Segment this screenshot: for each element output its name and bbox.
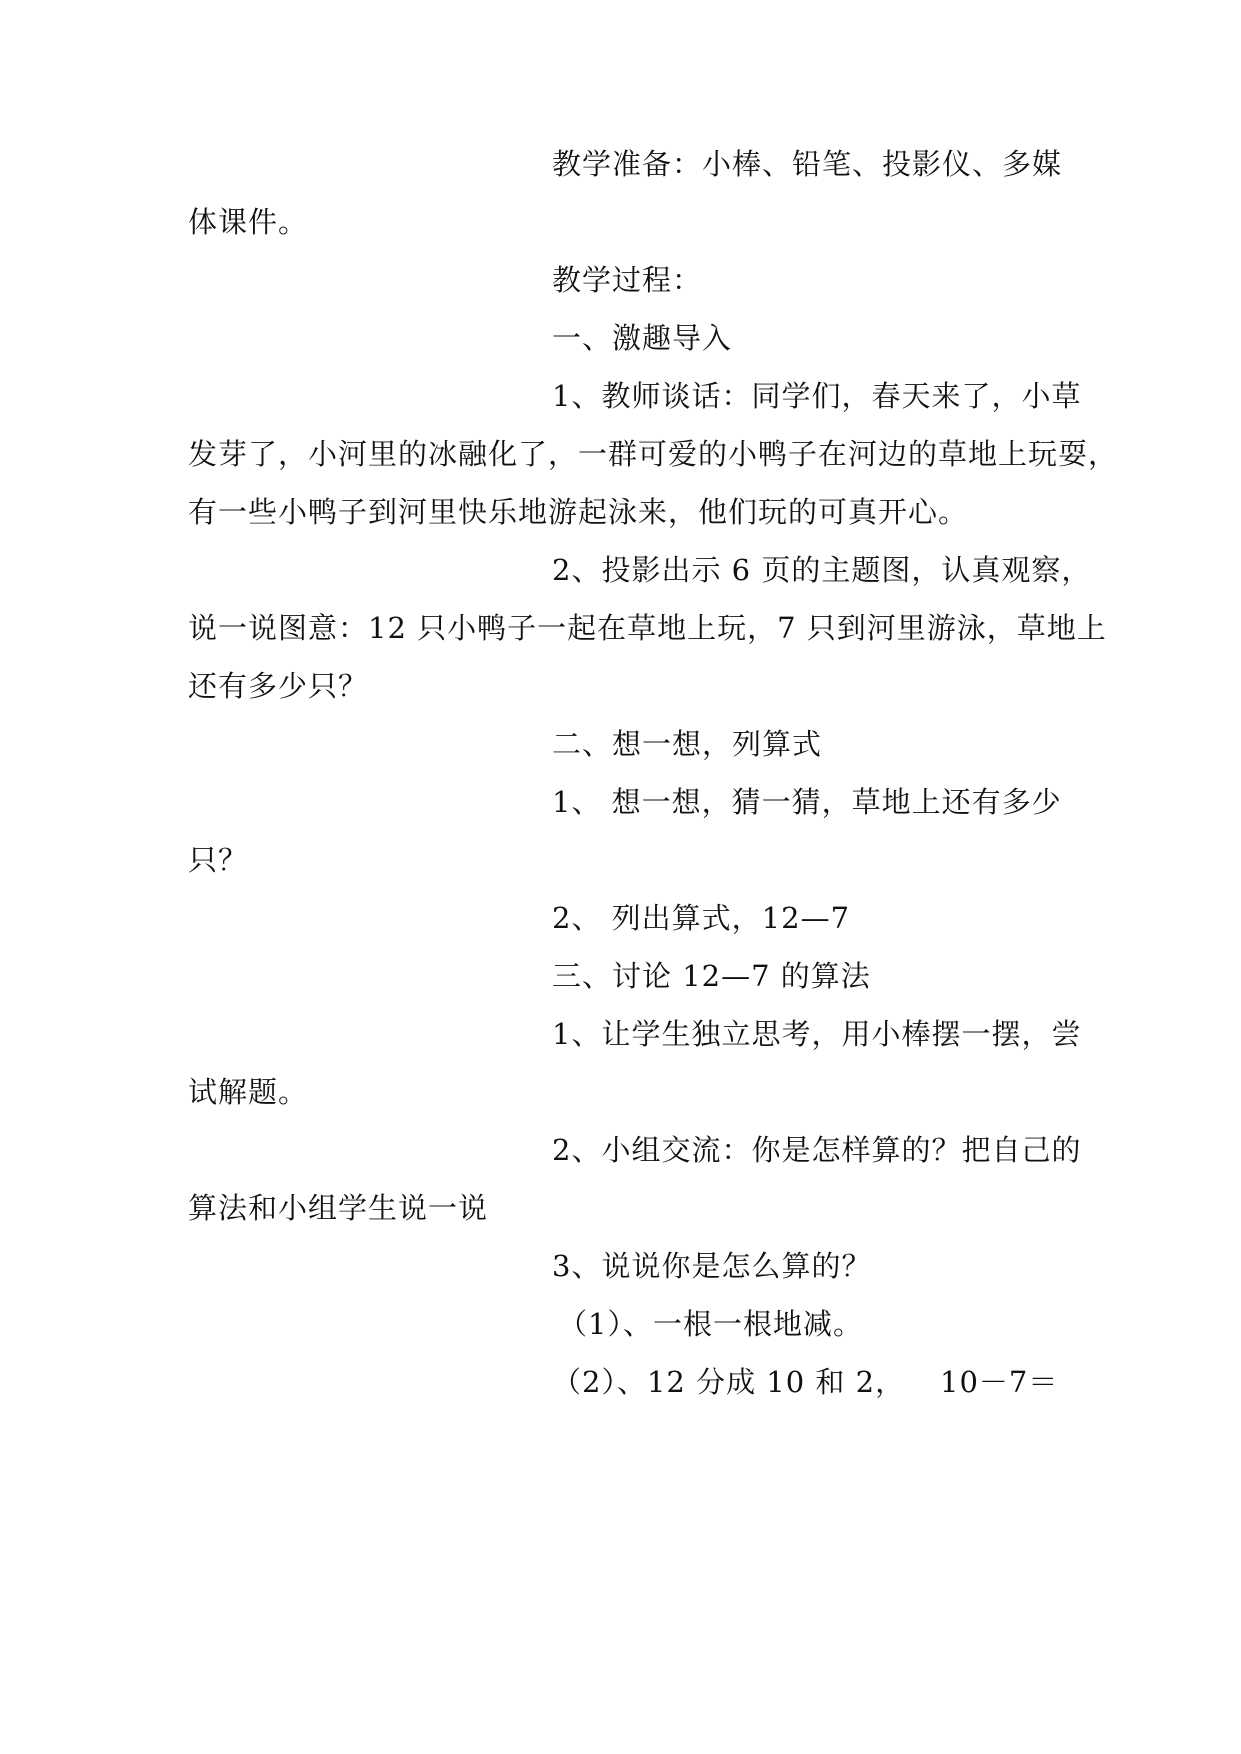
paragraph-1-line-2: 发芽了，小河里的冰融化了，一群可爱的小鸭子在河边的草地上玩耍， — [188, 437, 1119, 471]
step-2-1-line-2: 只？ — [188, 843, 249, 877]
section-2-heading: 二、想一想，列算式 — [552, 727, 823, 761]
paragraph-1-line-3: 有一些小鸭子到河里快乐地游起泳来，他们玩的可真开心。 — [188, 495, 969, 529]
prep-line-2: 体课件。 — [188, 205, 309, 239]
paragraph-1-line-1: 1、教师谈话：同学们，春天来了，小草 — [552, 379, 1082, 413]
method-1: （1）、一根一根地减。 — [558, 1307, 863, 1341]
paragraph-2-line-2: 说一说图意：12 只小鸭子一起在草地上玩，7 只到河里游泳，草地上 — [188, 611, 1107, 645]
step-3-1-line-2: 试解题。 — [188, 1075, 309, 1109]
step-3-2-line-2: 算法和小组学生说一说 — [188, 1191, 489, 1225]
method-2-text: （2）、12 分成 10 和 2， — [552, 1365, 906, 1399]
paragraph-2-line-3: 还有多少只？ — [188, 669, 369, 703]
section-1-heading: 一、激趣导入 — [552, 321, 733, 355]
step-3-1-line-1: 1、让学生独立思考，用小棒摆一摆，尝 — [552, 1017, 1082, 1051]
step-3-2-line-1: 2、小组交流：你是怎样算的？把自己的 — [552, 1133, 1082, 1167]
section-3-heading: 三、讨论 12—7 的算法 — [552, 959, 871, 993]
step-2-2: 2、 列出算式，12—7 — [552, 901, 851, 935]
process-heading: 教学过程： — [552, 263, 703, 297]
step-2-1-line-1: 1、 想一想，猜一猜，草地上还有多少 — [552, 785, 1062, 819]
method-2 — [552, 1362, 1059, 1402]
paragraph-2-line-1: 2、投影出示 6 页的主题图，认真观察， — [552, 553, 1092, 587]
step-3-3: 3、说说你是怎么算的？ — [552, 1249, 872, 1283]
method-2-equation: 10－7＝ — [940, 1365, 1059, 1399]
prep-line-1: 教学准备：小棒、铅笔、投影仪、多媒 — [552, 147, 1063, 181]
